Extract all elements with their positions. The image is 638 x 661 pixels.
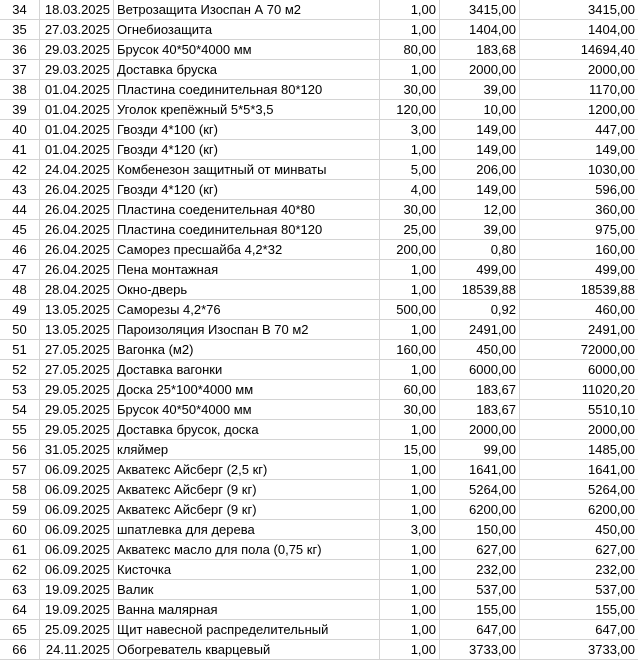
price-cell[interactable]: 2000,00 <box>440 420 520 440</box>
quantity-cell[interactable]: 30,00 <box>380 200 440 220</box>
row-number-cell[interactable]: 34 <box>0 0 40 20</box>
item-name-cell[interactable]: Доска 25*100*4000 мм <box>114 380 380 400</box>
sum-cell[interactable]: 155,00 <box>520 600 638 620</box>
date-cell[interactable]: 29.03.2025 <box>40 40 114 60</box>
date-cell[interactable]: 27.05.2025 <box>40 360 114 380</box>
item-name-cell[interactable]: Щит навесной распределительный <box>114 620 380 640</box>
table-row <box>0 600 638 620</box>
sum-cell[interactable]: 447,00 <box>520 120 638 140</box>
date-cell[interactable]: 01.04.2025 <box>40 140 114 160</box>
price-cell[interactable]: 183,67 <box>440 380 520 400</box>
row-number-cell[interactable]: 52 <box>0 360 40 380</box>
table-row <box>0 0 638 20</box>
date-cell[interactable]: 27.03.2025 <box>40 20 114 40</box>
row-number-cell[interactable]: 43 <box>0 180 40 200</box>
item-name-cell[interactable]: Гвозди 4*100 (кг) <box>114 120 380 140</box>
date-cell[interactable]: 26.04.2025 <box>40 240 114 260</box>
table-row <box>0 200 638 220</box>
quantity-cell[interactable]: 5,00 <box>380 160 440 180</box>
sum-cell[interactable]: 499,00 <box>520 260 638 280</box>
table-row <box>0 140 638 160</box>
sum-cell[interactable]: 3415,00 <box>520 0 638 20</box>
price-cell[interactable]: 627,00 <box>440 540 520 560</box>
table-row <box>0 240 638 260</box>
table-row <box>0 580 638 600</box>
quantity-cell[interactable]: 1,00 <box>380 500 440 520</box>
table-row <box>0 220 638 240</box>
date-cell[interactable]: 18.03.2025 <box>40 0 114 20</box>
table-row <box>0 280 638 300</box>
row-number-cell[interactable]: 35 <box>0 20 40 40</box>
date-cell[interactable]: 13.05.2025 <box>40 300 114 320</box>
table-row <box>0 560 638 580</box>
table-row <box>0 620 638 640</box>
price-cell[interactable]: 2000,00 <box>440 60 520 80</box>
row-number-cell[interactable]: 60 <box>0 520 40 540</box>
sum-cell[interactable]: 360,00 <box>520 200 638 220</box>
price-cell[interactable]: 10,00 <box>440 100 520 120</box>
table-row <box>0 180 638 200</box>
date-cell[interactable]: 29.05.2025 <box>40 420 114 440</box>
date-cell[interactable]: 19.09.2025 <box>40 600 114 620</box>
item-name-cell[interactable]: Комбенезон защитный от минваты <box>114 160 380 180</box>
row-number-cell[interactable]: 54 <box>0 400 40 420</box>
row-number-cell[interactable]: 40 <box>0 120 40 140</box>
row-number-cell[interactable]: 49 <box>0 300 40 320</box>
price-cell[interactable]: 5264,00 <box>440 480 520 500</box>
date-cell[interactable]: 06.09.2025 <box>40 460 114 480</box>
row-number-cell[interactable]: 50 <box>0 320 40 340</box>
item-name-cell[interactable]: Акватекс Айсберг (9 кг) <box>114 500 380 520</box>
price-cell[interactable]: 0,92 <box>440 300 520 320</box>
quantity-cell[interactable]: 160,00 <box>380 340 440 360</box>
date-cell[interactable]: 01.04.2025 <box>40 100 114 120</box>
item-name-cell[interactable]: Гвозди 4*120 (кг) <box>114 140 380 160</box>
row-number-cell[interactable]: 61 <box>0 540 40 560</box>
row-number-cell[interactable]: 57 <box>0 460 40 480</box>
sum-cell[interactable]: 232,00 <box>520 560 638 580</box>
price-cell[interactable]: 18539,88 <box>440 280 520 300</box>
item-name-cell[interactable]: Брусок 40*50*4000 мм <box>114 40 380 60</box>
quantity-cell[interactable]: 15,00 <box>380 440 440 460</box>
quantity-cell[interactable]: 1,00 <box>380 280 440 300</box>
date-cell[interactable]: 26.04.2025 <box>40 180 114 200</box>
price-cell[interactable]: 2491,00 <box>440 320 520 340</box>
date-cell[interactable]: 26.04.2025 <box>40 260 114 280</box>
price-cell[interactable]: 3415,00 <box>440 0 520 20</box>
quantity-cell[interactable]: 1,00 <box>380 20 440 40</box>
quantity-cell[interactable]: 25,00 <box>380 220 440 240</box>
item-name-cell[interactable]: Валик <box>114 580 380 600</box>
table-row <box>0 100 638 120</box>
date-cell[interactable]: 28.04.2025 <box>40 280 114 300</box>
row-number-cell[interactable]: 62 <box>0 560 40 580</box>
quantity-cell[interactable]: 30,00 <box>380 80 440 100</box>
item-name-cell[interactable]: Брусок 40*50*4000 мм <box>114 400 380 420</box>
price-cell[interactable]: 206,00 <box>440 160 520 180</box>
sum-cell[interactable]: 1641,00 <box>520 460 638 480</box>
sum-cell[interactable]: 537,00 <box>520 580 638 600</box>
item-name-cell[interactable]: кляймер <box>114 440 380 460</box>
table-row <box>0 640 638 660</box>
sum-cell[interactable]: 3733,00 <box>520 640 638 660</box>
quantity-cell[interactable]: 1,00 <box>380 420 440 440</box>
item-name-cell[interactable]: Окно-дверь <box>114 280 380 300</box>
table-row <box>0 520 638 540</box>
sum-cell[interactable]: 6000,00 <box>520 360 638 380</box>
price-cell[interactable]: 149,00 <box>440 120 520 140</box>
table-row <box>0 120 638 140</box>
sum-cell[interactable]: 1485,00 <box>520 440 638 460</box>
table-row <box>0 320 638 340</box>
table-row <box>0 40 638 60</box>
sum-cell[interactable]: 160,00 <box>520 240 638 260</box>
sum-cell[interactable]: 596,00 <box>520 180 638 200</box>
row-number-cell[interactable]: 51 <box>0 340 40 360</box>
item-name-cell[interactable]: Вагонка (м2) <box>114 340 380 360</box>
item-name-cell[interactable]: Уголок крепёжный 5*5*3,5 <box>114 100 380 120</box>
table-row <box>0 540 638 560</box>
row-number-cell[interactable]: 53 <box>0 380 40 400</box>
item-name-cell[interactable]: Акватекс масло для пола (0,75 кг) <box>114 540 380 560</box>
row-number-cell[interactable]: 58 <box>0 480 40 500</box>
row-number-cell[interactable]: 39 <box>0 100 40 120</box>
price-cell[interactable]: 39,00 <box>440 220 520 240</box>
sum-cell[interactable]: 647,00 <box>520 620 638 640</box>
quantity-cell[interactable]: 1,00 <box>380 640 440 660</box>
date-cell[interactable]: 29.05.2025 <box>40 380 114 400</box>
date-cell[interactable]: 01.04.2025 <box>40 80 114 100</box>
row-number-cell[interactable]: 65 <box>0 620 40 640</box>
quantity-cell[interactable]: 30,00 <box>380 400 440 420</box>
sum-cell[interactable]: 72000,00 <box>520 340 638 360</box>
quantity-cell[interactable]: 1,00 <box>380 600 440 620</box>
date-cell[interactable]: 06.09.2025 <box>40 480 114 500</box>
date-cell[interactable]: 27.05.2025 <box>40 340 114 360</box>
row-number-cell[interactable]: 64 <box>0 600 40 620</box>
sum-cell[interactable]: 1030,00 <box>520 160 638 180</box>
quantity-cell[interactable]: 1,00 <box>380 260 440 280</box>
item-name-cell[interactable]: Кисточка <box>114 560 380 580</box>
sum-cell[interactable]: 450,00 <box>520 520 638 540</box>
price-cell[interactable]: 1404,00 <box>440 20 520 40</box>
price-cell[interactable]: 647,00 <box>440 620 520 640</box>
quantity-cell[interactable]: 1,00 <box>380 320 440 340</box>
table-row <box>0 380 638 400</box>
table-row <box>0 340 638 360</box>
item-name-cell[interactable]: Гвозди 4*120 (кг) <box>114 180 380 200</box>
price-cell[interactable]: 150,00 <box>440 520 520 540</box>
sum-cell[interactable]: 11020,20 <box>520 380 638 400</box>
sum-cell[interactable]: 975,00 <box>520 220 638 240</box>
quantity-cell[interactable]: 3,00 <box>380 120 440 140</box>
price-cell[interactable]: 12,00 <box>440 200 520 220</box>
item-name-cell[interactable]: Пластина соединительная 80*120 <box>114 80 380 100</box>
quantity-cell[interactable]: 4,00 <box>380 180 440 200</box>
price-cell[interactable]: 0,80 <box>440 240 520 260</box>
quantity-cell[interactable]: 1,00 <box>380 480 440 500</box>
row-number-cell[interactable]: 41 <box>0 140 40 160</box>
row-number-cell[interactable]: 36 <box>0 40 40 60</box>
date-cell[interactable]: 19.09.2025 <box>40 580 114 600</box>
row-number-cell[interactable]: 44 <box>0 200 40 220</box>
date-cell[interactable]: 01.04.2025 <box>40 120 114 140</box>
item-name-cell[interactable]: Пароизоляция Изоспан В 70 м2 <box>114 320 380 340</box>
sum-cell[interactable]: 18539,88 <box>520 280 638 300</box>
row-number-cell[interactable]: 66 <box>0 640 40 660</box>
row-number-cell[interactable]: 59 <box>0 500 40 520</box>
sum-cell[interactable]: 149,00 <box>520 140 638 160</box>
quantity-cell[interactable]: 200,00 <box>380 240 440 260</box>
price-cell[interactable]: 99,00 <box>440 440 520 460</box>
table-row <box>0 440 638 460</box>
sum-cell[interactable]: 627,00 <box>520 540 638 560</box>
date-cell[interactable]: 06.09.2025 <box>40 540 114 560</box>
table-row <box>0 160 638 180</box>
quantity-cell[interactable]: 3,00 <box>380 520 440 540</box>
quantity-cell[interactable]: 1,00 <box>380 0 440 20</box>
sum-cell[interactable]: 1170,00 <box>520 80 638 100</box>
price-cell[interactable]: 149,00 <box>440 180 520 200</box>
date-cell[interactable]: 26.04.2025 <box>40 200 114 220</box>
item-name-cell[interactable]: Пена монтажная <box>114 260 380 280</box>
item-name-cell[interactable]: Акватекс Айсберг (2,5 кг) <box>114 460 380 480</box>
row-number-cell[interactable]: 63 <box>0 580 40 600</box>
price-cell[interactable]: 149,00 <box>440 140 520 160</box>
price-cell[interactable]: 39,00 <box>440 80 520 100</box>
table-row <box>0 480 638 500</box>
item-name-cell[interactable]: Пластина соединительная 80*120 <box>114 220 380 240</box>
row-number-cell[interactable]: 56 <box>0 440 40 460</box>
quantity-cell[interactable]: 1,00 <box>380 460 440 480</box>
row-number-cell[interactable]: 48 <box>0 280 40 300</box>
sum-cell[interactable]: 1404,00 <box>520 20 638 40</box>
item-name-cell[interactable]: Огнебиозащита <box>114 20 380 40</box>
price-cell[interactable]: 183,68 <box>440 40 520 60</box>
quantity-cell[interactable]: 1,00 <box>380 580 440 600</box>
table-row <box>0 500 638 520</box>
item-name-cell[interactable]: Ветрозащита Изоспан А 70 м2 <box>114 0 380 20</box>
date-cell[interactable]: 26.04.2025 <box>40 220 114 240</box>
price-cell[interactable]: 155,00 <box>440 600 520 620</box>
table-row <box>0 80 638 100</box>
item-name-cell[interactable]: Доставка брусок, доска <box>114 420 380 440</box>
quantity-cell[interactable]: 1,00 <box>380 360 440 380</box>
price-cell[interactable]: 1641,00 <box>440 460 520 480</box>
date-cell[interactable]: 29.05.2025 <box>40 400 114 420</box>
date-cell[interactable]: 25.09.2025 <box>40 620 114 640</box>
date-cell[interactable]: 06.09.2025 <box>40 520 114 540</box>
item-name-cell[interactable]: Саморез пресшайба 4,2*32 <box>114 240 380 260</box>
price-cell[interactable]: 537,00 <box>440 580 520 600</box>
quantity-cell[interactable]: 1,00 <box>380 560 440 580</box>
price-cell[interactable]: 499,00 <box>440 260 520 280</box>
date-cell[interactable]: 06.09.2025 <box>40 560 114 580</box>
quantity-cell[interactable]: 1,00 <box>380 620 440 640</box>
item-name-cell[interactable]: шпатлевка для дерева <box>114 520 380 540</box>
row-number-cell[interactable]: 37 <box>0 60 40 80</box>
table-row <box>0 20 638 40</box>
price-cell[interactable]: 6200,00 <box>440 500 520 520</box>
price-cell[interactable]: 6000,00 <box>440 360 520 380</box>
quantity-cell[interactable]: 1,00 <box>380 140 440 160</box>
date-cell[interactable]: 24.04.2025 <box>40 160 114 180</box>
sum-cell[interactable]: 1200,00 <box>520 100 638 120</box>
price-cell[interactable]: 232,00 <box>440 560 520 580</box>
sum-cell[interactable]: 460,00 <box>520 300 638 320</box>
row-number-cell[interactable]: 47 <box>0 260 40 280</box>
price-cell[interactable]: 183,67 <box>440 400 520 420</box>
price-cell[interactable]: 3733,00 <box>440 640 520 660</box>
table-row <box>0 360 638 380</box>
row-number-cell[interactable]: 38 <box>0 80 40 100</box>
date-cell[interactable]: 31.05.2025 <box>40 440 114 460</box>
row-number-cell[interactable]: 55 <box>0 420 40 440</box>
date-cell[interactable]: 06.09.2025 <box>40 500 114 520</box>
sum-cell[interactable]: 5264,00 <box>520 480 638 500</box>
quantity-cell[interactable]: 80,00 <box>380 40 440 60</box>
sum-cell[interactable]: 2000,00 <box>520 60 638 80</box>
sum-cell[interactable]: 2491,00 <box>520 320 638 340</box>
item-name-cell[interactable]: Доставка бруска <box>114 60 380 80</box>
date-cell[interactable]: 13.05.2025 <box>40 320 114 340</box>
date-cell[interactable]: 29.03.2025 <box>40 60 114 80</box>
table-row <box>0 260 638 280</box>
table-row <box>0 460 638 480</box>
table-row <box>0 60 638 80</box>
item-name-cell[interactable]: Саморезы 4,2*76 <box>114 300 380 320</box>
sum-cell[interactable]: 2000,00 <box>520 420 638 440</box>
item-name-cell[interactable]: Ванна малярная <box>114 600 380 620</box>
sum-cell[interactable]: 5510,10 <box>520 400 638 420</box>
date-cell[interactable]: 24.11.2025 <box>40 640 114 660</box>
row-number-cell[interactable]: 45 <box>0 220 40 240</box>
item-name-cell[interactable]: Пластина соеденительная 40*80 <box>114 200 380 220</box>
sum-cell[interactable]: 14694,40 <box>520 40 638 60</box>
sum-cell[interactable]: 6200,00 <box>520 500 638 520</box>
item-name-cell[interactable]: Акватекс Айсберг (9 кг) <box>114 480 380 500</box>
row-number-cell[interactable]: 42 <box>0 160 40 180</box>
table-row <box>0 300 638 320</box>
item-name-cell[interactable]: Доставка вагонки <box>114 360 380 380</box>
item-name-cell[interactable]: Обогреватель кварцевый <box>114 640 380 660</box>
table-row <box>0 400 638 420</box>
price-cell[interactable]: 450,00 <box>440 340 520 360</box>
quantity-cell[interactable]: 120,00 <box>380 100 440 120</box>
row-number-cell[interactable]: 46 <box>0 240 40 260</box>
quantity-cell[interactable]: 500,00 <box>380 300 440 320</box>
quantity-cell[interactable]: 1,00 <box>380 540 440 560</box>
quantity-cell[interactable]: 1,00 <box>380 60 440 80</box>
table-row <box>0 420 638 440</box>
quantity-cell[interactable]: 60,00 <box>380 380 440 400</box>
